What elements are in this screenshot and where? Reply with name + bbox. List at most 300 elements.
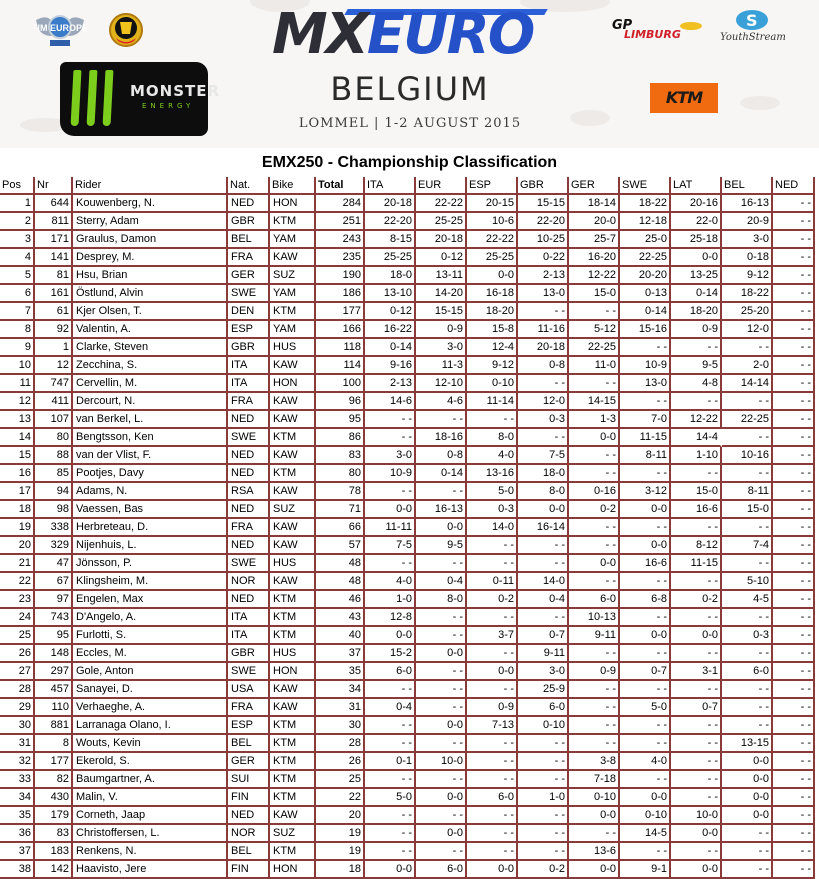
cell-pos: 5 [0,267,35,285]
cell-race-ita: - - [365,735,416,753]
cell-race-ned: - - [773,609,815,627]
cell-race-ita: - - [365,717,416,735]
cell-bike: KAW [270,807,316,825]
table-row [0,303,815,321]
cell-race-bel: - - [722,717,773,735]
cell-nat: SUI [228,771,270,789]
cell-total: 35 [316,663,365,681]
cell-nat: ESP [228,321,270,339]
cell-race-ned: - - [773,213,815,231]
cell-total: 20 [316,807,365,825]
cell-nr: 747 [35,375,73,393]
cell-nr: 430 [35,789,73,807]
cell-race-esp: 16-18 [467,285,518,303]
cell-race-esp: 6-0 [467,789,518,807]
cell-race-swe: 15-16 [620,321,671,339]
cell-race-ned: - - [773,717,815,735]
cell-race-bel: 0-18 [722,249,773,267]
gp-limburg-text: LIMBURG [624,28,681,41]
cell-race-gbr: - - [518,771,569,789]
cell-race-eur: 12-10 [416,375,467,393]
cell-race-lat: 0-2 [671,591,722,609]
cell-race-eur: - - [416,807,467,825]
cell-race-ger: 11-0 [569,357,620,375]
cell-race-bel: 0-0 [722,753,773,771]
cell-race-ger: 7-18 [569,771,620,789]
cell-nr: 85 [35,465,73,483]
cell-race-ned: - - [773,447,815,465]
cell-race-esp: 0-2 [467,591,518,609]
cell-pos: 29 [0,699,35,717]
cell-race-ita: - - [365,483,416,501]
cell-total: 26 [316,753,365,771]
cell-race-esp: - - [467,843,518,861]
cell-race-esp: 15-8 [467,321,518,339]
cell-nat: ITA [228,609,270,627]
cell-bike: KTM [270,303,316,321]
cell-race-lat: 20-16 [671,195,722,213]
cell-pos: 2 [0,213,35,231]
cell-race-swe: 13-0 [620,375,671,393]
table-row [0,843,815,861]
cell-pos: 14 [0,429,35,447]
cell-race-gbr: - - [518,843,569,861]
column-header-lat: LAT [671,177,722,195]
cell-race-swe: 3-12 [620,483,671,501]
cell-race-lat: 25-18 [671,231,722,249]
cell-race-bel: 10-16 [722,447,773,465]
cell-bike: KTM [270,717,316,735]
cell-race-gbr: - - [518,807,569,825]
cell-pos: 37 [0,843,35,861]
youthstream-s-icon: S [746,11,758,30]
cell-race-esp: 0-0 [467,267,518,285]
cell-bike: KTM [270,789,316,807]
cell-bike: HON [270,663,316,681]
cell-total: 43 [316,609,365,627]
cell-rider: Sterry, Adam [73,213,228,231]
cell-race-bel: 0-3 [722,627,773,645]
cell-race-ger: 18-14 [569,195,620,213]
cell-race-ned: - - [773,249,815,267]
cell-race-eur: 4-6 [416,393,467,411]
cell-pos: 4 [0,249,35,267]
cell-race-lat: - - [671,339,722,357]
cell-rider: Cervellin, M. [73,375,228,393]
cell-race-esp: 13-16 [467,465,518,483]
classification-table [0,177,815,879]
cell-pos: 6 [0,285,35,303]
cell-race-lat: - - [671,609,722,627]
cell-pos: 18 [0,501,35,519]
cell-race-lat: - - [671,645,722,663]
cell-race-ned: - - [773,699,815,717]
column-header-total: Total [316,177,365,195]
cell-race-gbr: 0-7 [518,627,569,645]
cell-race-ita: - - [365,843,416,861]
cell-bike: KTM [270,735,316,753]
cell-race-ger: 0-0 [569,429,620,447]
cell-rider: Verhaeghe, A. [73,699,228,717]
table-row [0,573,815,591]
cell-total: 37 [316,645,365,663]
cell-race-ned: - - [773,285,815,303]
column-header-gbr: GBR [518,177,569,195]
cell-race-lat: - - [671,519,722,537]
cell-total: 86 [316,429,365,447]
cell-race-eur: 0-14 [416,465,467,483]
cell-rider: Clarke, Steven [73,339,228,357]
cell-race-ita: 25-25 [365,249,416,267]
cell-race-swe: - - [620,735,671,753]
cell-rider: Vaessen, Bas [73,501,228,519]
cell-race-swe: 0-7 [620,663,671,681]
cell-race-bel: - - [722,339,773,357]
cell-race-ned: - - [773,627,815,645]
cell-race-ger: 12-22 [569,267,620,285]
cell-race-ned: - - [773,375,815,393]
cell-race-gbr: 0-2 [518,861,569,879]
cell-nr: 92 [35,321,73,339]
cell-race-eur: 6-0 [416,861,467,879]
cell-rider: Kouwenberg, N. [73,195,228,213]
cell-rider: D'Angelo, A. [73,609,228,627]
cell-race-eur: 0-0 [416,519,467,537]
cell-nr: 411 [35,393,73,411]
cell-race-eur: 3-0 [416,339,467,357]
cell-pos: 31 [0,735,35,753]
table-row [0,429,815,447]
cell-total: 40 [316,627,365,645]
cell-race-ita: - - [365,681,416,699]
cell-total: 30 [316,717,365,735]
cell-pos: 25 [0,627,35,645]
cell-race-gbr: 11-16 [518,321,569,339]
cell-nr: 97 [35,591,73,609]
cell-race-eur: - - [416,609,467,627]
cell-race-ger: - - [569,717,620,735]
table-row [0,627,815,645]
cell-race-swe: 0-10 [620,807,671,825]
cell-race-gbr: - - [518,429,569,447]
table-row [0,375,815,393]
cell-race-bel: 3-0 [722,231,773,249]
cell-race-ned: - - [773,321,815,339]
cell-rider: Dercourt, N. [73,393,228,411]
cell-nat: NED [228,501,270,519]
cell-nat: GBR [228,213,270,231]
cell-race-ger: - - [569,447,620,465]
monster-claw-icon [103,70,114,126]
rmb-federation-logo [108,8,144,50]
cell-race-lat: 1-10 [671,447,722,465]
cell-race-ita: - - [365,411,416,429]
cell-race-ned: - - [773,357,815,375]
cell-race-ned: - - [773,681,815,699]
cell-race-gbr: - - [518,555,569,573]
cell-race-esp: 8-0 [467,429,518,447]
cell-nat: NED [228,537,270,555]
cell-race-ger: 22-25 [569,339,620,357]
cell-race-ger: 0-0 [569,861,620,879]
cell-race-lat: 16-6 [671,501,722,519]
cell-total: 243 [316,231,365,249]
cell-race-ned: - - [773,519,815,537]
table-row [0,267,815,285]
cell-race-eur: 14-20 [416,285,467,303]
table-row [0,501,815,519]
cell-bike: KTM [270,609,316,627]
mxeuro-logo-euro: EURO [366,2,534,67]
monster-claw-icon [87,70,98,126]
cell-nr: 8 [35,735,73,753]
cell-rider: Eccles, M. [73,645,228,663]
cell-race-gbr: - - [518,753,569,771]
cell-total: 34 [316,681,365,699]
cell-bike: KTM [270,213,316,231]
cell-race-bel: 9-12 [722,267,773,285]
cell-bike: HON [270,861,316,879]
cell-race-ita: 22-20 [365,213,416,231]
cell-race-ned: - - [773,771,815,789]
cell-pos: 17 [0,483,35,501]
cell-race-ger: 15-0 [569,285,620,303]
background-splatter [740,96,780,110]
cell-race-ned: - - [773,807,815,825]
cell-race-swe: 6-8 [620,591,671,609]
cell-race-gbr: 0-10 [518,717,569,735]
cell-race-ger: 0-2 [569,501,620,519]
cell-race-swe: - - [620,519,671,537]
table-row [0,699,815,717]
cell-race-esp: - - [467,411,518,429]
cell-race-lat: - - [671,393,722,411]
cell-race-eur: 0-8 [416,447,467,465]
cell-race-ger: 5-12 [569,321,620,339]
cell-race-eur: - - [416,843,467,861]
cell-total: 118 [316,339,365,357]
cell-race-lat: 15-0 [671,483,722,501]
cell-race-ita: - - [365,771,416,789]
cell-race-eur: 25-25 [416,213,467,231]
cell-race-gbr: 7-5 [518,447,569,465]
cell-race-ger: 0-0 [569,555,620,573]
cell-total: 166 [316,321,365,339]
cell-total: 251 [316,213,365,231]
cell-nr: 881 [35,717,73,735]
cell-nr: 47 [35,555,73,573]
cell-race-esp: 11-14 [467,393,518,411]
cell-race-esp: - - [467,681,518,699]
cell-race-esp: 0-3 [467,501,518,519]
cell-pos: 11 [0,375,35,393]
cell-race-esp: 10-6 [467,213,518,231]
table-row [0,393,815,411]
cell-race-bel: 0-0 [722,789,773,807]
cell-nat: ITA [228,357,270,375]
cell-race-esp: 3-7 [467,627,518,645]
cell-bike: KAW [270,447,316,465]
cell-race-ned: - - [773,339,815,357]
cell-race-bel: 4-5 [722,591,773,609]
cell-race-ned: - - [773,267,815,285]
table-row [0,663,815,681]
cell-nr: 329 [35,537,73,555]
cell-race-eur: 10-0 [416,753,467,771]
cell-total: 22 [316,789,365,807]
cell-nat: NOR [228,573,270,591]
cell-race-bel: - - [722,393,773,411]
cell-rider: Wouts, Kevin [73,735,228,753]
cell-race-ger: - - [569,825,620,843]
cell-total: 190 [316,267,365,285]
cell-bike: KAW [270,537,316,555]
cell-race-ita: - - [365,825,416,843]
cell-total: 46 [316,591,365,609]
cell-race-eur: 15-15 [416,303,467,321]
cell-race-ned: - - [773,537,815,555]
cell-bike: KAW [270,357,316,375]
cell-race-ger: - - [569,519,620,537]
cell-pos: 16 [0,465,35,483]
cell-race-ned: - - [773,483,815,501]
column-header-ita: ITA [365,177,416,195]
cell-nat: FRA [228,519,270,537]
cell-rider: van der Vlist, F. [73,447,228,465]
cell-race-eur: 0-0 [416,825,467,843]
page-title: EMX250 - Championship Classification [261,154,558,171]
cell-race-ita: 16-22 [365,321,416,339]
cell-race-bel: - - [722,645,773,663]
table-row [0,519,815,537]
cell-total: 186 [316,285,365,303]
cell-race-ned: - - [773,393,815,411]
cell-nr: 183 [35,843,73,861]
cell-race-ita: 11-11 [365,519,416,537]
cell-race-swe: 25-0 [620,231,671,249]
cell-rider: Corneth, Jaap [73,807,228,825]
column-header-bel: BEL [722,177,773,195]
cell-race-esp: 25-25 [467,249,518,267]
cell-total: 66 [316,519,365,537]
cell-nr: 644 [35,195,73,213]
table-row [0,339,815,357]
table-row [0,231,815,249]
column-header-swe: SWE [620,177,671,195]
cell-race-swe: 7-0 [620,411,671,429]
cell-race-ned: - - [773,735,815,753]
cell-race-ger: - - [569,303,620,321]
cell-race-ger: 13-6 [569,843,620,861]
cell-rider: Baumgartner, A. [73,771,228,789]
cell-nr: 95 [35,627,73,645]
cell-pos: 24 [0,609,35,627]
cell-race-ita: 12-8 [365,609,416,627]
cell-pos: 33 [0,771,35,789]
cell-nr: 88 [35,447,73,465]
cell-race-gbr: 8-0 [518,483,569,501]
cell-total: 25 [316,771,365,789]
event-country: BELGIUM [330,70,490,108]
cell-nat: FIN [228,789,270,807]
cell-race-eur: 16-13 [416,501,467,519]
cell-race-bel: - - [722,681,773,699]
cell-rider: Herbreteau, D. [73,519,228,537]
cell-race-eur: 20-18 [416,231,467,249]
table-row [0,591,815,609]
cell-race-esp: - - [467,807,518,825]
cell-race-swe: 11-15 [620,429,671,447]
cell-nr: 83 [35,825,73,843]
cell-race-lat: - - [671,465,722,483]
cell-total: 95 [316,411,365,429]
table-row [0,771,815,789]
cell-race-gbr: 15-15 [518,195,569,213]
cell-nat: ESP [228,717,270,735]
cell-race-lat: 8-12 [671,537,722,555]
cell-race-bel: 6-0 [722,663,773,681]
cell-nat: ITA [228,375,270,393]
cell-nr: 811 [35,213,73,231]
cell-rider: Haavisto, Jere [73,861,228,879]
cell-pos: 38 [0,861,35,879]
cell-pos: 34 [0,789,35,807]
cell-total: 71 [316,501,365,519]
cell-rider: Ekerold, S. [73,753,228,771]
cell-race-esp: 18-20 [467,303,518,321]
cell-race-bel: 13-15 [722,735,773,753]
cell-race-lat: 0-0 [671,825,722,843]
cell-race-eur: 11-3 [416,357,467,375]
cell-race-esp: - - [467,609,518,627]
cell-race-swe: 0-0 [620,501,671,519]
cell-race-ita: - - [365,807,416,825]
cell-nat: FRA [228,699,270,717]
cell-race-gbr: 25-9 [518,681,569,699]
cell-race-swe: - - [620,843,671,861]
cell-total: 19 [316,843,365,861]
cell-race-ita: 0-0 [365,501,416,519]
cell-rider: Malin, V. [73,789,228,807]
cell-rider: Östlund, Alvin [73,285,228,303]
cell-race-ita: 3-0 [365,447,416,465]
cell-rider: Hsu, Brian [73,267,228,285]
cell-bike: KAW [270,249,316,267]
fim-europe-logo [34,12,86,48]
cell-race-ita: 1-0 [365,591,416,609]
cell-nr: 82 [35,771,73,789]
cell-race-swe: - - [620,609,671,627]
cell-bike: KAW [270,699,316,717]
cell-pos: 7 [0,303,35,321]
cell-nr: 12 [35,357,73,375]
cell-race-swe: - - [620,717,671,735]
cell-pos: 35 [0,807,35,825]
cell-race-gbr: 2-13 [518,267,569,285]
cell-rider: Valentin, A. [73,321,228,339]
cell-race-bel: - - [722,843,773,861]
cell-rider: Desprey, M. [73,249,228,267]
cell-race-gbr: 0-4 [518,591,569,609]
cell-race-lat: - - [671,789,722,807]
cell-bike: KAW [270,573,316,591]
column-header-bike: Bike [270,177,316,195]
cell-race-ger: - - [569,375,620,393]
cell-race-ger: 20-0 [569,213,620,231]
cell-race-ita: 4-0 [365,573,416,591]
column-header-nat: Nat. [228,177,270,195]
monster-logo-text: MONSTER [130,82,221,100]
